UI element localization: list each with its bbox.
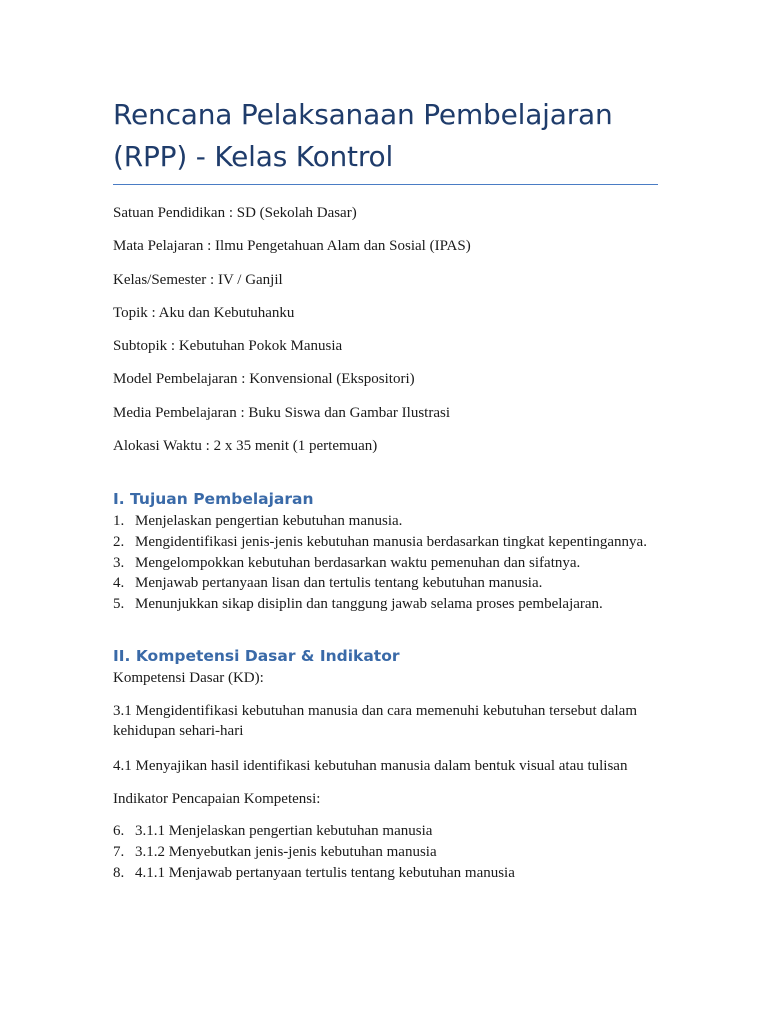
info-item-media-pembelajaran: Media Pembelajaran : Buku Siswa dan Gambar Ilustrasi <box>113 404 451 421</box>
list-number: 7. <box>113 843 125 860</box>
list-item <box>113 573 658 594</box>
list-number: 1. <box>113 513 125 530</box>
list-text: Mengidentifikasi jenis-jenis kebutuhan manusia berdasarkan tingkat kepentingannya. <box>135 533 647 550</box>
list-number: 8. <box>113 864 125 881</box>
list-number: 2. <box>113 533 125 550</box>
list-text: Menunjukkan sikap disiplin dan tanggung jawab selama proses pembelajaran. <box>135 596 603 613</box>
kd-label: Kompetensi Dasar (KD): <box>113 670 264 687</box>
section-heading-kompetensi: II. Kompetensi Dasar & Indikator <box>113 647 400 666</box>
list-item <box>113 842 658 863</box>
list-text: 4.1.1 Menjawab pertanyaan tertulis tentang kebutuhan manusia <box>135 864 515 881</box>
list-item <box>113 821 658 842</box>
info-item-topik: Topik : Aku dan Kebutuhanku <box>113 304 295 321</box>
indicator-label: Indikator Pencapaian Kompetensi: <box>113 791 321 808</box>
kd-item-3-1: 3.1 Mengidentifikasi kebutuhan manusia dan cara memenuhi kebutuhan tersebut dalam kehidupan sehari-hari <box>113 703 638 740</box>
list-number: 3. <box>113 554 125 571</box>
list-item <box>113 863 658 884</box>
info-list <box>113 205 658 455</box>
list-text: Menjelaskan pengertian kebutuhan manusia. <box>135 513 403 530</box>
info-item-alokasi-waktu: Alokasi Waktu : 2 x 35 menit (1 pertemuan) <box>113 438 378 455</box>
list-text: 3.1.2 Menyebutkan jenis-jenis kebutuhan manusia <box>135 843 437 860</box>
list-item <box>113 532 658 553</box>
info-item-satuan-pendidikan: Satuan Pendidikan : SD (Sekolah Dasar) <box>113 205 357 221</box>
list-text: Menjawab pertanyaan lisan dan tertulis tentang kebutuhan manusia. <box>135 575 543 592</box>
document-title: Rencana Pelaksanaan Pembelajaran (RPP) - Kelas Kontrol <box>113 94 658 185</box>
info-item-mata-pelajaran: Mata Pelajaran : Ilmu Pengetahuan Alam dan Sosial (IPAS) <box>113 238 471 255</box>
list-text: 3.1.1 Menjelaskan pengertian kebutuhan manusia <box>135 823 433 840</box>
info-item-subtopik: Subtopik : Kebutuhan Pokok Manusia <box>113 338 343 355</box>
document-page <box>113 94 658 883</box>
kd-item-4-1: 4.1 Menyajikan hasil identifikasi kebutuhan manusia dalam bentuk visual atau tulisan <box>113 758 628 775</box>
tujuan-list <box>113 511 658 615</box>
list-item <box>113 594 658 615</box>
list-text: Mengelompokkan kebutuhan berdasarkan waktu pemenuhan dan sifatnya. <box>135 554 581 571</box>
list-item <box>113 511 658 532</box>
section-heading-tujuan: I. Tujuan Pembelajaran <box>113 490 314 509</box>
list-number: 5. <box>113 596 125 613</box>
info-item-kelas-semester: Kelas/Semester : IV / Ganjil <box>113 271 283 288</box>
info-item-model-pembelajaran: Model Pembelajaran : Konvensional (Ekspositori) <box>113 371 415 388</box>
list-item <box>113 553 658 574</box>
list-number: 4. <box>113 575 125 592</box>
indicator-list <box>113 821 658 883</box>
list-number: 6. <box>113 823 125 840</box>
